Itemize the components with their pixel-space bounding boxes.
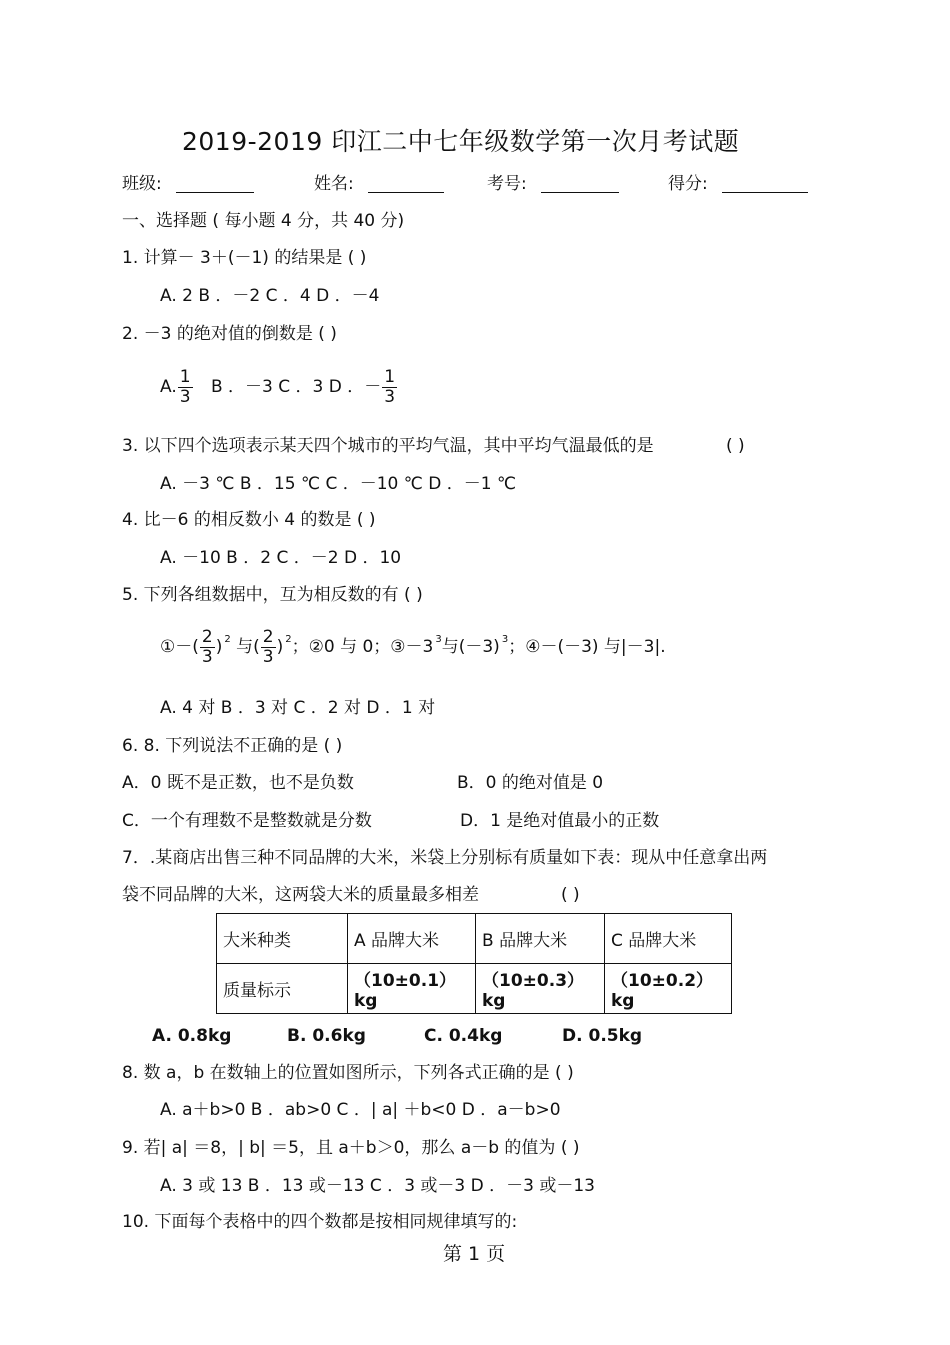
table-cell: （10±0.2）kg: [605, 964, 732, 1014]
fraction-numerator: 2: [201, 627, 213, 647]
section-heading: 一、选择题 ( 每小题 4 分，共 40 分): [122, 211, 405, 231]
q7-paren: ( ): [561, 885, 580, 905]
page-number: 第 1 页: [443, 1243, 506, 1265]
q7-option-b: B. 0.6kg: [287, 1026, 366, 1046]
q5-exponent: 3: [501, 634, 509, 646]
q6-option-d: D．1 是绝对值最小的正数: [460, 811, 660, 831]
q1-options: A. 2 B ．－2 C ．4 D ．－4: [160, 286, 380, 306]
q2-stem: 2. －3 的绝对值的倒数是 ( ): [122, 324, 337, 344]
name-blank[interactable]: [368, 176, 444, 193]
fraction-denominator: 3: [201, 646, 213, 667]
q5-expr-part: ): [276, 636, 284, 657]
page-title: 2019-2019 印江二中七年级数学第一次月考试题: [182, 127, 740, 156]
q5-expr-part: ①－(: [160, 636, 199, 657]
class-field: [122, 176, 254, 193]
name-field: [314, 176, 444, 193]
q5-expr-part: ；④－(－3) 与|－3|.: [508, 636, 666, 657]
fraction-denominator: 3: [384, 386, 396, 407]
q7-option-a: A. 0.8kg: [152, 1026, 232, 1046]
q3-stem: 3. 以下四个选项表示某天四个城市的平均气温，其中平均气温最低的是: [122, 436, 654, 456]
q7-option-d: D. 0.5kg: [562, 1026, 643, 1046]
q5-expr-part: ): [215, 636, 223, 657]
q5-expr-part: 与(: [236, 636, 260, 657]
table-row: [217, 964, 732, 1014]
fraction-numerator: 1: [179, 367, 191, 387]
q8-stem: 8. 数 a，b 在数轴上的位置如图所示，下列各式正确的是 ( ): [122, 1063, 574, 1083]
q7-option-c: C. 0.4kg: [424, 1026, 503, 1046]
q6-option-b: B．0 的绝对值是 0: [457, 773, 604, 793]
table-cell: 质量标示: [217, 964, 348, 1014]
q6-stem: 6. 8. 下列说法不正确的是 ( ): [122, 736, 343, 756]
class-blank[interactable]: [176, 176, 254, 193]
table-cell: （10±0.3）kg: [476, 964, 605, 1014]
q1-stem: 1. 计算－ 3＋(－1) 的结果是 ( ): [122, 248, 367, 268]
table-header-cell: B 品牌大米: [476, 914, 605, 964]
score-field: [668, 176, 808, 193]
q7-stem-line1: 7．.某商店出售三种不同品牌的大米，米袋上分别标有质量如下表：现从中任意拿出两: [122, 848, 768, 868]
q5-stem: 5. 下列各组数据中，互为相反数的有 ( ): [122, 585, 423, 605]
table-header-cell: A 品牌大米: [348, 914, 476, 964]
table-header-cell: C 品牌大米: [605, 914, 732, 964]
q4-stem: 4. 比－6 的相反数小 4 的数是 ( ): [122, 510, 376, 530]
q8-options: A. a＋b>0 B ．ab>0 C ．| a| ＋b<0 D ．a－b>0: [160, 1100, 561, 1120]
fraction-numerator: 2: [262, 627, 274, 647]
q5-fraction-2: [261, 628, 276, 666]
table-cell: （10±0.1）kg: [348, 964, 476, 1014]
q5-fraction-1: [200, 628, 215, 666]
name-label: 姓名:: [314, 174, 354, 194]
score-label: 得分:: [668, 174, 708, 194]
q5-options: A. 4 对 B ．3 对 C ．2 对 D ．1 对: [160, 698, 436, 718]
score-blank[interactable]: [722, 176, 808, 193]
q2-options-middle: B ．－3 C ．3 D ．－: [210, 376, 382, 397]
table-header-cell: 大米种类: [217, 914, 348, 964]
class-label: 班级:: [122, 174, 162, 194]
q9-stem: 9. 若| a| ＝8，| b| ＝5，且 a＋b＞0，那么 a－b 的值为 ( ): [122, 1138, 580, 1158]
q5-exponent: 2: [285, 634, 292, 646]
q6-option-c: C．一个有理数不是整数就是分数: [122, 811, 372, 831]
q9-options: A. 3 或 13 B ．13 或－13 C ．3 或－3 D ．－3 或－13: [160, 1176, 595, 1196]
q2-option-a-label: A.: [160, 376, 177, 397]
q2-fraction-d: [382, 368, 397, 406]
q10-stem: 10. 下面每个表格中的四个数都是按相同规律填写的:: [122, 1212, 518, 1232]
q3-options: A. －3 ℃ B ．15 ℃ C ．－10 ℃ D ．－1 ℃: [160, 474, 517, 494]
table-row: [217, 914, 732, 964]
q3-paren: ( ): [726, 436, 745, 456]
q5-expr-part: ；②0 与 0；③－3: [291, 636, 434, 657]
rice-table: [216, 913, 732, 1014]
q2-options: [160, 368, 398, 406]
number-blank[interactable]: [541, 176, 619, 193]
number-field: [487, 176, 619, 193]
q4-options: A. －10 B ．2 C ．－2 D ．10: [160, 548, 402, 568]
q2-fraction-a: [178, 368, 193, 406]
q6-option-a: A．0 既不是正数，也不是负数: [122, 773, 354, 793]
q5-exponent: 2: [224, 634, 231, 646]
fraction-denominator: 3: [262, 646, 274, 667]
fraction-numerator: 1: [384, 367, 396, 387]
q5-expression: [160, 628, 666, 666]
number-label: 考号:: [487, 174, 527, 194]
q7-stem-line2: 袋不同品牌的大米，这两袋大米的质量最多相差: [122, 885, 479, 905]
q5-expr-part: 与(－3): [441, 636, 500, 657]
fraction-denominator: 3: [179, 386, 191, 407]
q5-exponent: 3: [435, 634, 442, 646]
